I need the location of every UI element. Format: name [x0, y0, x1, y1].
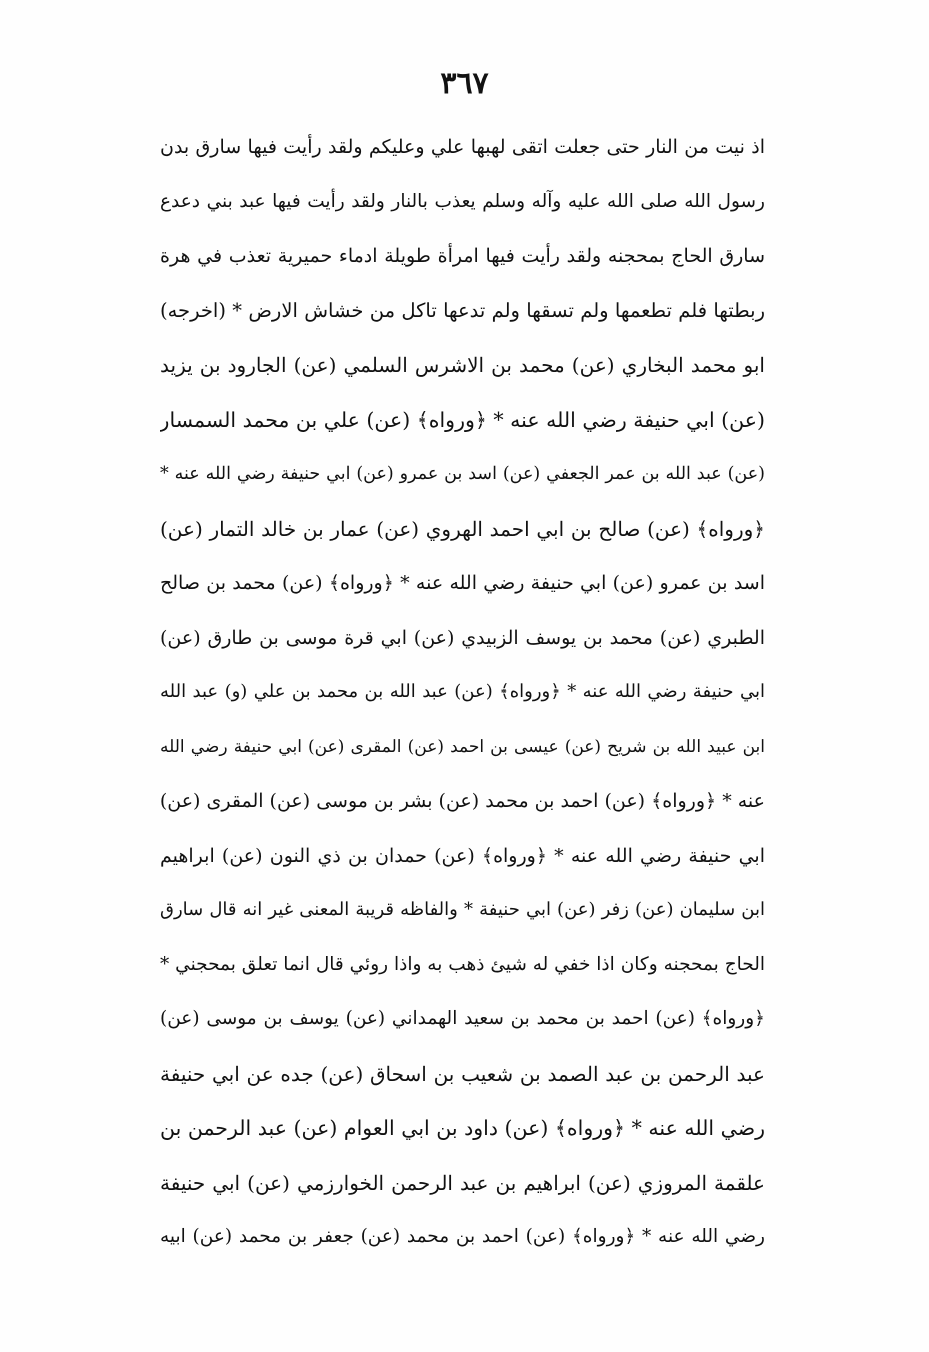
text-line-21: رضي الله عنه * ﴿ورواه﴾ (عن) احمد بن محمد (عن) جعفر بن محمد (عن) ابيه: [160, 1226, 765, 1247]
text-line-4: ربطتها فلم تطعمها ولم تسقها ولم تدعها تاكل من خشاش الارض * (اخرجه): [160, 298, 765, 322]
text-line-11: ابي حنيفة رضي الله عنه * ﴿ورواه﴾ (عن) عبد الله بن محمد بن علي (و) عبد الله: [160, 681, 765, 702]
text-line-6: (عن) ابي حنيفة رضي الله عنه * ﴿ورواه﴾ (عن) علي بن محمد السمسار: [160, 407, 765, 432]
text-line-10: الطبري (عن) محمد بن يوسف الزبيدي (عن) ابي قرة موسى بن طارق (عن): [160, 626, 765, 649]
text-line-16: الحاج بمحجنه وكان اذا خفي له شيئ ذهب به واذا روئي قال انما تعلق بمحجني *: [160, 953, 765, 975]
text-line-17: ﴿ورواه﴾ (عن) احمد بن محمد بن سعيد الهمداني (عن) يوسف بن موسى (عن): [160, 1008, 765, 1029]
text-line-3: سارق الحاج بمحجنه ولقد رأيت فيها امرأة طويلة ادماء حميرية تعذب في هرة: [160, 245, 765, 267]
body-text: [160, 120, 765, 1265]
page-number: ٣٦٧: [440, 66, 489, 101]
text-line-7: (عن) عبد الله بن عمر الجعفي (عن) اسد بن عمرو (عن) ابي حنيفة رضي الله عنه *: [160, 464, 765, 484]
text-line-20: علقمة المروزي (عن) ابراهيم بن عبد الرحمن الخوارزمي (عن) ابي حنيفة: [160, 1170, 765, 1195]
text-line-12: ابن عبيد الله بن شريح (عن) عيسى بن احمد (عن) المقرى (عن) ابي حنيفة رضي الله: [160, 736, 765, 757]
text-line-1: اذ نيت من النار حتى جعلت اتقى لهبها علي وعليكم ولقد رأيت فيها سارق بدن: [160, 136, 765, 158]
text-line-14: ابي حنيفة رضي الله عنه * ﴿ورواه﴾ (عن) حمدان بن ذي النون (عن) ابراهيم: [160, 844, 765, 867]
text-line-15: ابن سليمان (عن) زفر (عن) ابي حنيفة * والفاظه قريبة المعنى غير انه قال سارق: [160, 899, 765, 920]
text-line-19: رضي الله عنه * ﴿ورواه﴾ (عن) داود بن ابي العوام (عن) عبد الرحمن بن: [160, 1116, 765, 1140]
text-line-2: رسول الله صلى الله عليه وآله وسلم يعذب بالنار ولقد رأيت فيها عبد بني دعدع: [160, 190, 765, 212]
text-line-9: اسد بن عمرو (عن) ابي حنيفة رضي الله عنه * ﴿ورواه﴾ (عن) محمد بن صالح: [160, 572, 765, 594]
text-line-18: عبد الرحمن بن عبد الصمد بن شعيب بن اسحاق (عن) جده عن ابي حنيفة: [160, 1061, 765, 1086]
text-line-13: عنه * ﴿ورواه﴾ (عن) احمد بن محمد (عن) بشر بن موسى (عن) المقرى (عن): [160, 790, 765, 812]
text-line-5: ابو محمد البخاري (عن) محمد بن الاشرس السلمي (عن) الجارود بن يزيد: [160, 353, 765, 377]
text-line-8: ﴿ورواه﴾ (عن) صالح بن ابي احمد الهروي (عن) عمار بن خالد التمار (عن): [160, 516, 765, 541]
